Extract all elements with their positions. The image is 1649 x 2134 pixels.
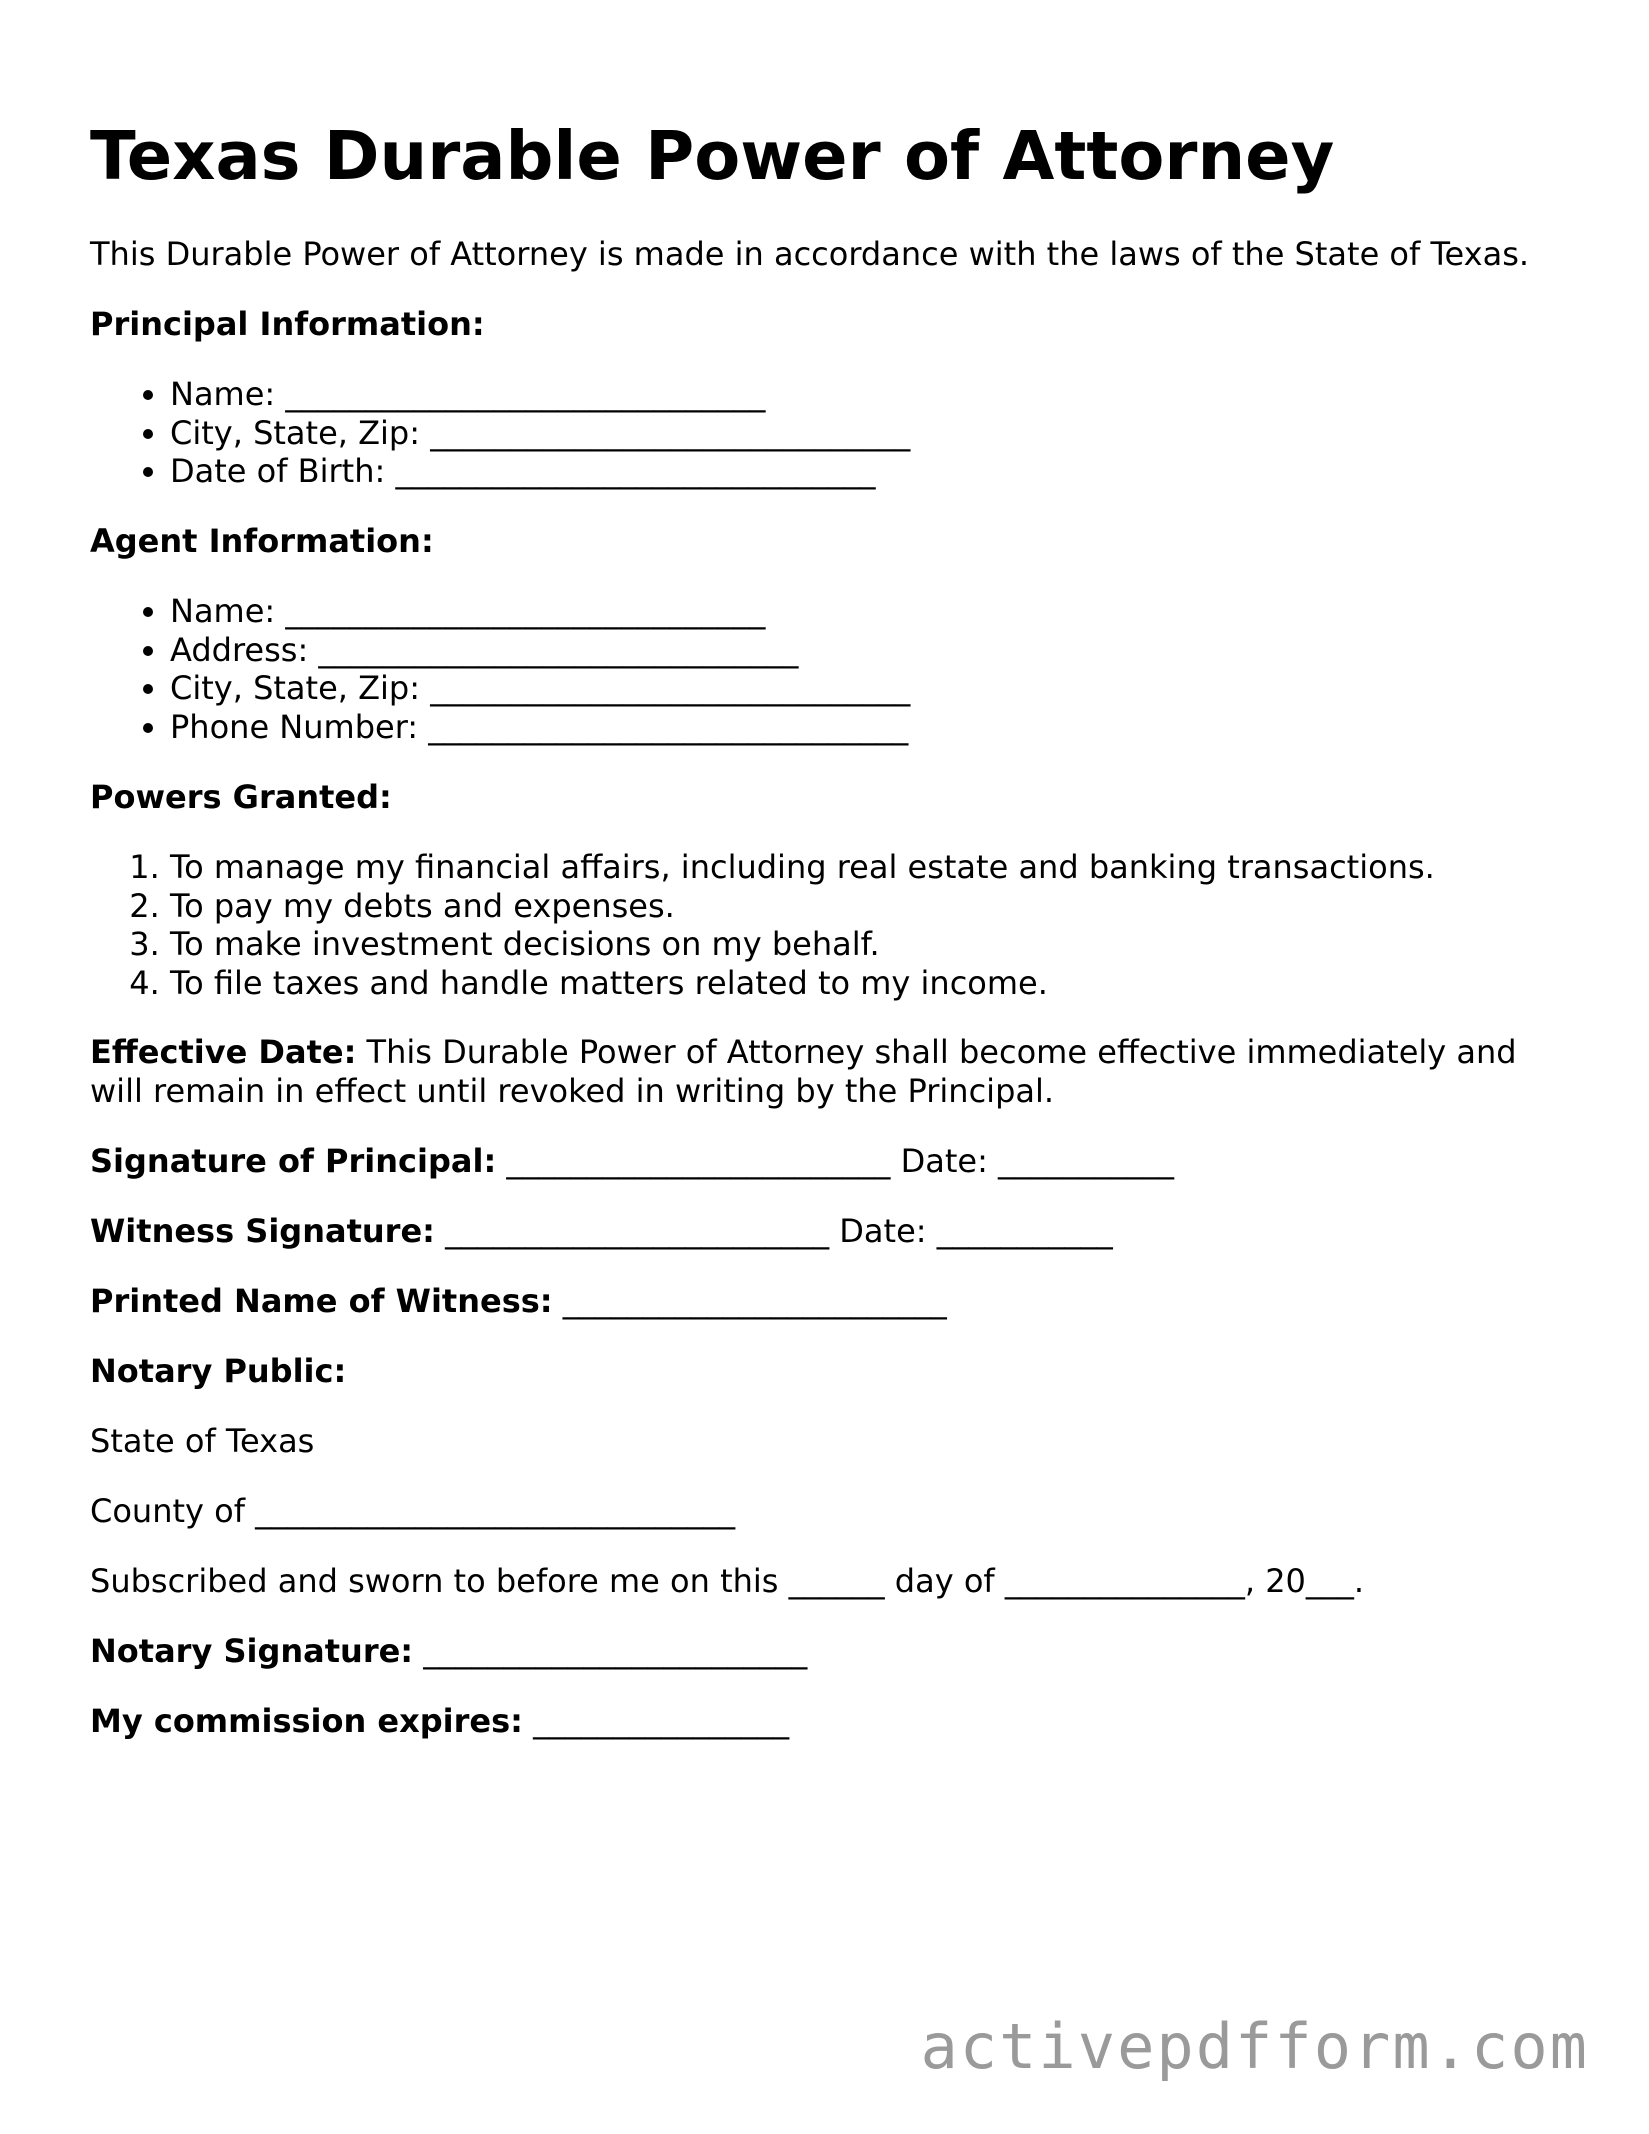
principal-signature-row[interactable]: Signature of Principal: ________________________ Date: ___________ (90, 1142, 1175, 1180)
powers-list (90, 848, 1435, 1002)
agent-heading: Agent Information: (90, 522, 434, 560)
effective-date-label: Effective Date: (90, 1033, 357, 1071)
powers-heading: Powers Granted: (90, 778, 392, 816)
principal-city-field[interactable]: • City, State, Zip: ______________________________ (170, 414, 910, 453)
principal-list (90, 375, 910, 491)
power-item: 3. To make investment decisions on my behalf. (170, 925, 1435, 964)
notary-county-field[interactable]: County of ______________________________ (90, 1492, 736, 1530)
witness-name-row[interactable]: Printed Name of Witness: ________________________ (90, 1282, 947, 1320)
principal-heading: Principal Information: (90, 305, 485, 343)
watermark: activepdfform.com (920, 2010, 1589, 2083)
agent-phone-field[interactable]: • Phone Number: ______________________________ (170, 708, 910, 747)
notary-state: State of Texas (90, 1422, 315, 1460)
principal-name-field[interactable]: • Name: ______________________________ (170, 375, 910, 414)
agent-list (90, 592, 910, 746)
agent-city-field[interactable]: • City, State, Zip: ______________________________ (170, 669, 910, 708)
principal-dob-field[interactable]: • Date of Birth: ______________________________ (170, 452, 910, 491)
agent-address-field[interactable]: • Address: ______________________________ (170, 631, 910, 670)
document-title: Texas Durable Power of Attorney (90, 117, 1335, 195)
power-item: 2. To pay my debts and expenses. (170, 887, 1435, 926)
agent-name-field[interactable]: • Name: ______________________________ (170, 592, 910, 631)
commission-expires-row[interactable]: My commission expires: ________________ (90, 1702, 790, 1740)
notary-heading: Notary Public: (90, 1352, 347, 1390)
notary-signature-row[interactable]: Notary Signature: ________________________ (90, 1632, 808, 1670)
power-item: 4. To file taxes and handle matters related to my income. (170, 964, 1435, 1003)
intro-text: This Durable Power of Attorney is made in accordance with the laws of the State of Texas. (90, 235, 1530, 273)
effective-date-paragraph (90, 1033, 1570, 1110)
power-item: 1. To manage my financial affairs, including real estate and banking transactions. (170, 848, 1435, 887)
effective-date-text: This Durable Power of Attorney shall become effective immediately and will remain in effect until revoked in writing by the Principal. (90, 1033, 1517, 1110)
witness-signature-row[interactable]: Witness Signature: ________________________ Date: ___________ (90, 1212, 1113, 1250)
notary-sworn-line[interactable]: Subscribed and sworn to before me on this ______ day of _______________, 20___. (90, 1562, 1365, 1600)
